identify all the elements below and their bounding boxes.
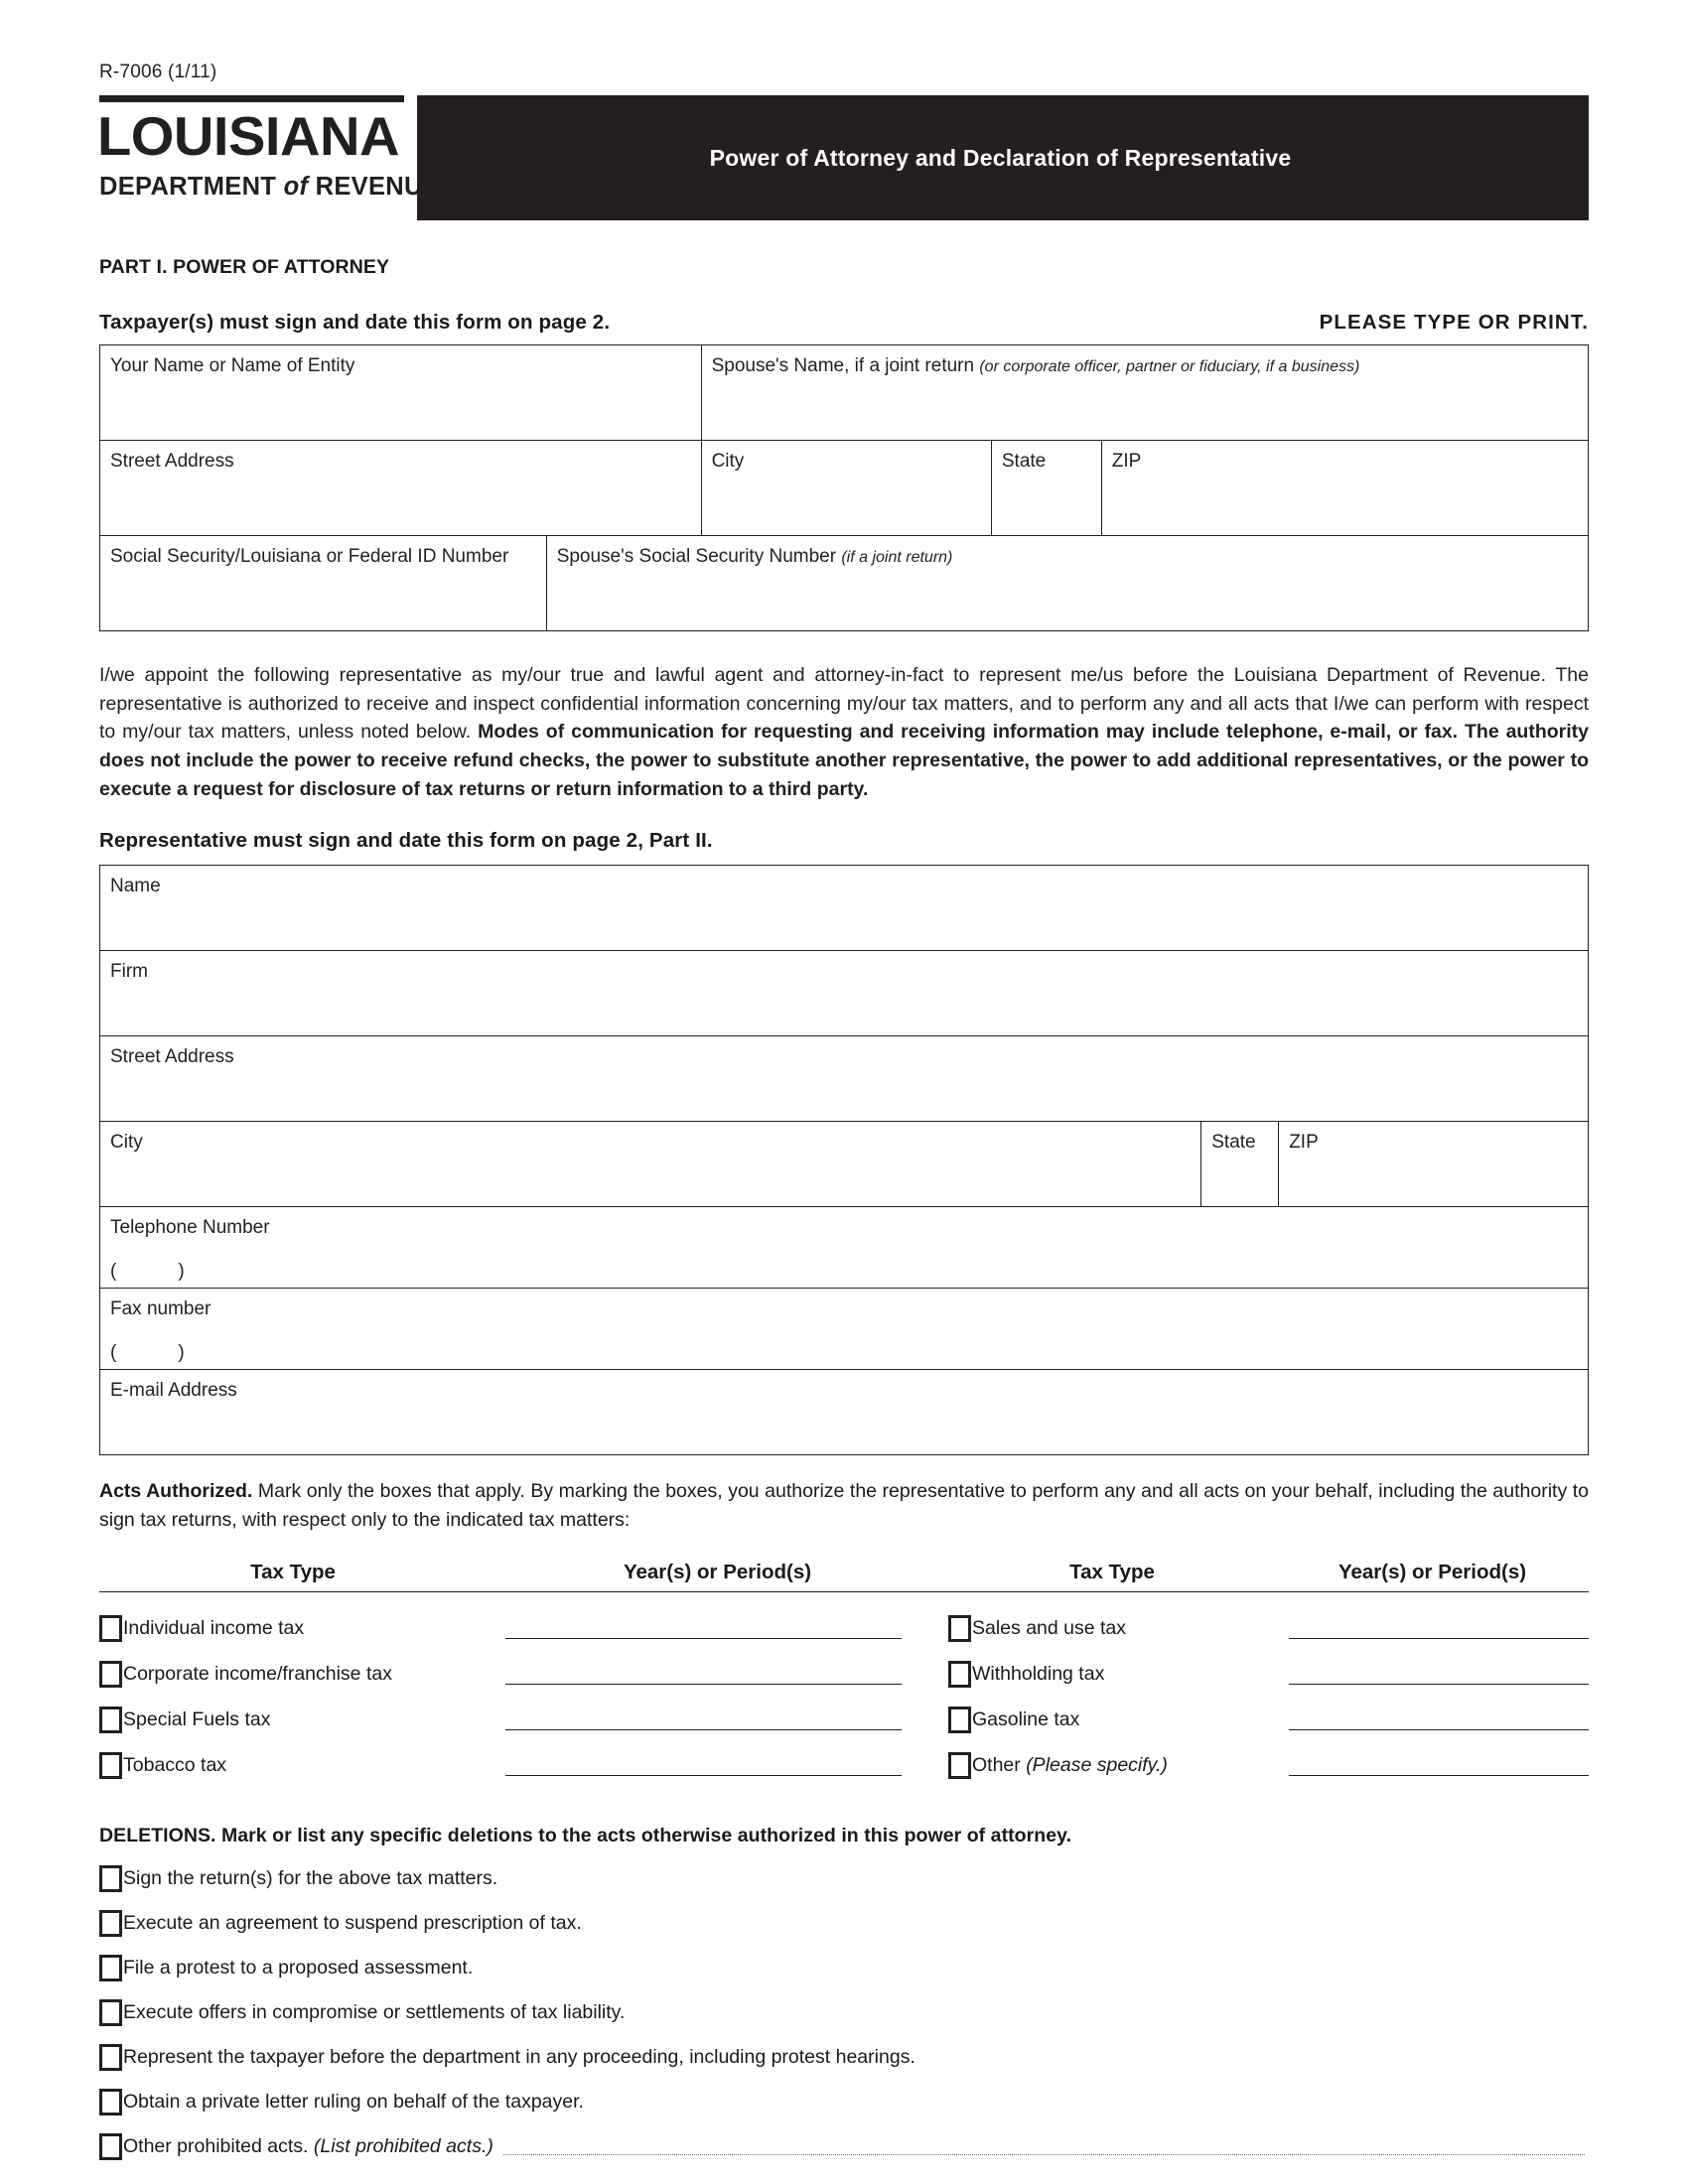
tax-type-row [99, 1606, 1589, 1652]
label-other-prohibited-main: Other prohibited acts. [123, 2134, 314, 2157]
label-rep-city: City [110, 1132, 143, 1154]
label-other-tax-main: Other [972, 1754, 1027, 1777]
tax-header-divider [99, 1591, 1589, 1592]
period-input-line[interactable] [505, 1707, 903, 1730]
period-right-cell [1276, 1753, 1589, 1779]
field-rep-zip[interactable] [1279, 1122, 1589, 1207]
label-offers-in-compromise: Execute offers in compromise or settlements of tax liability. [123, 2000, 626, 2023]
field-rep-email[interactable] [100, 1370, 1589, 1455]
checkbox-sign-returns[interactable] [99, 1865, 122, 1892]
label-rep-telephone: Telephone Number [110, 1217, 270, 1239]
table-row [100, 536, 1589, 631]
label-street-address: Street Address [110, 451, 234, 472]
checkbox-offers-in-compromise[interactable] [99, 1999, 122, 2026]
label-withholding-tax: Withholding tax [972, 1663, 1105, 1686]
acts-authorized-title: Acts Authorized. [99, 1480, 253, 1503]
label-rep-state: State [1211, 1132, 1256, 1154]
period-right-cell [1276, 1662, 1589, 1688]
tax-type-row [99, 1743, 1589, 1789]
tax-type-grid [99, 1561, 1589, 1789]
page-title: Power of Attorney and Declaration of Representative [709, 144, 1292, 171]
logo-dept-post: REVENUE [308, 173, 441, 201]
fax-area-code-parens [110, 1341, 1588, 1365]
field-rep-city[interactable] [100, 1122, 1201, 1207]
table-row [100, 345, 1589, 441]
label-other-prohibited-acts [123, 2135, 493, 2158]
period-input-line[interactable] [1289, 1616, 1589, 1639]
logo-dept-of: of [283, 173, 309, 201]
checkbox-individual-income-tax[interactable] [99, 1615, 122, 1642]
label-rep-street: Street Address [110, 1046, 234, 1068]
logo-rule [99, 95, 404, 102]
header-tax-type-left: Tax Type [250, 1560, 336, 1583]
paren-close-fax: ) [178, 1342, 185, 1364]
table-row [100, 441, 1589, 536]
label-rep-email: E-mail Address [110, 1380, 237, 1402]
field-zip[interactable] [1101, 441, 1588, 536]
deletion-item [99, 1999, 1589, 2026]
period-input-line[interactable] [1289, 1707, 1589, 1730]
part-1-heading: PART I. POWER OF ATTORNEY [99, 256, 390, 278]
period-left-cell [487, 1662, 948, 1688]
table-row [100, 1370, 1589, 1455]
agency-logo [97, 95, 441, 220]
period-left-cell [487, 1707, 948, 1733]
field-rep-firm[interactable] [100, 951, 1589, 1036]
field-spouse-name[interactable] [701, 345, 1588, 441]
period-input-line[interactable] [505, 1753, 903, 1776]
label-your-name: Your Name or Name of Entity [110, 355, 355, 376]
header-period-left: Year(s) or Period(s) [623, 1560, 812, 1583]
label-corporate-income-franchise-tax: Corporate income/franchise tax [123, 1663, 392, 1686]
label-spouse-ssn [557, 546, 953, 567]
checkbox-other-tax[interactable] [948, 1752, 971, 1779]
table-row [100, 951, 1589, 1036]
field-street-address[interactable] [100, 441, 702, 536]
paren-open-fax: ( [110, 1342, 117, 1364]
field-ssn[interactable] [100, 536, 547, 631]
label-rep-zip: ZIP [1289, 1132, 1319, 1154]
representative-info-table [99, 865, 1589, 1455]
label-other-prohibited-note: (List prohibited acts.) [313, 2134, 493, 2157]
label-rep-name: Name [110, 876, 161, 897]
period-input-line[interactable] [1289, 1662, 1589, 1685]
period-left-cell [487, 1753, 948, 1779]
label-sign-returns: Sign the return(s) for the above tax matters. [123, 1866, 498, 1889]
label-state: State [1001, 451, 1047, 472]
sign-instructions-row [99, 311, 1589, 335]
label-spouse-name-note: (or corporate officer, partner or fiduciary, if a business) [979, 358, 1360, 375]
label-spouse-ssn-main: Spouse's Social Security Number [556, 546, 837, 567]
logo-department-of-revenue [99, 173, 440, 202]
label-rep-fax: Fax number [110, 1298, 211, 1320]
label-tobacco-tax: Tobacco tax [123, 1754, 227, 1777]
taxpayer-sign-note: Taxpayer(s) must sign and date this form on page 2. [99, 311, 611, 334]
appointment-paragraph [99, 661, 1589, 803]
field-rep-street[interactable] [100, 1036, 1589, 1122]
deletion-item [99, 2044, 1589, 2071]
deletions-title: DELETIONS. Mark or list any specific deletions to the acts otherwise authorized in this power of attorney. [99, 1824, 1072, 1846]
checkbox-file-protest[interactable] [99, 1955, 122, 1981]
representative-sign-note: Representative must sign and date this form on page 2, Part II. [99, 829, 713, 853]
label-file-protest: File a protest to a proposed assessment. [123, 1956, 474, 1979]
label-individual-income-tax: Individual income tax [123, 1617, 305, 1640]
logo-dept-pre: DEPARTMENT [99, 173, 284, 201]
other-prohibited-acts-input-line[interactable] [503, 2137, 1585, 2155]
appointment-text-regular: I/we appoint the following representative as my/our true and lawful agent and attorney-in-fact to represent me/us before the Louisiana Department of Revenue. The representative is authorized to receive and inspect confidential information concerning my/our tax matters, and to perform any and all acts that I/we can perform with respect to my/our tax matters, unless noted below. [99, 664, 1589, 744]
header-period-right: Year(s) or Period(s) [1337, 1560, 1527, 1583]
tax-left-cell [99, 1661, 487, 1688]
field-city[interactable] [701, 441, 991, 536]
paren-open-telephone: ( [110, 1261, 117, 1283]
field-rep-telephone[interactable] [100, 1207, 1589, 1289]
type-or-print-note: PLEASE TYPE OR PRINT. [1319, 311, 1589, 334]
table-row [100, 1036, 1589, 1122]
checkbox-other-prohibited-acts[interactable] [99, 2133, 122, 2160]
taxpayer-info-table [99, 344, 1589, 631]
deletion-item [99, 1955, 1589, 1981]
table-row [100, 1289, 1589, 1370]
period-input-line[interactable] [505, 1662, 903, 1685]
field-rep-state[interactable] [1201, 1122, 1279, 1207]
label-zip: ZIP [1111, 451, 1142, 472]
checkbox-suspend-prescription[interactable] [99, 1910, 122, 1937]
checkbox-special-fuels-tax[interactable] [99, 1706, 122, 1733]
field-spouse-ssn[interactable] [546, 536, 1588, 631]
period-input-line[interactable] [505, 1616, 903, 1639]
form-number: R-7006 (1/11) [99, 62, 217, 82]
label-private-letter-ruling: Obtain a private letter ruling on behalf of the taxpayer. [123, 2090, 584, 2113]
label-sales-and-use-tax: Sales and use tax [972, 1617, 1127, 1640]
acts-authorized-intro [99, 1477, 1589, 1534]
checkbox-gasoline-tax[interactable] [948, 1706, 971, 1733]
form-header [99, 95, 1589, 220]
tax-right-cell [948, 1752, 1276, 1779]
label-spouse-name [712, 355, 1360, 376]
label-gasoline-tax: Gasoline tax [972, 1708, 1080, 1731]
deletion-item [99, 1910, 1589, 1937]
field-state[interactable] [991, 441, 1101, 536]
tax-left-cell [99, 1752, 487, 1779]
period-left-cell [487, 1616, 948, 1642]
label-represent-taxpayer: Represent the taxpayer before the department in any proceeding, including protest hearings. [123, 2045, 915, 2068]
label-rep-firm: Firm [110, 961, 148, 983]
label-special-fuels-tax: Special Fuels tax [123, 1708, 271, 1731]
deletion-item [99, 1865, 1589, 1892]
logo-louisiana: LOUISIANA [97, 105, 399, 167]
period-input-line[interactable] [1289, 1753, 1589, 1776]
telephone-area-code-parens [110, 1260, 1588, 1284]
checkbox-private-letter-ruling[interactable] [99, 2089, 122, 2116]
paren-close-telephone: ) [178, 1261, 185, 1283]
label-ssn: Social Security/Louisiana or Federal ID Number [110, 546, 509, 567]
tax-type-row [99, 1652, 1589, 1698]
checkbox-sales-and-use-tax[interactable] [948, 1615, 971, 1642]
period-right-cell [1276, 1707, 1589, 1733]
tax-left-cell [99, 1706, 487, 1733]
table-row [100, 1122, 1589, 1207]
table-row [100, 866, 1589, 951]
field-your-name[interactable] [100, 345, 702, 441]
checkbox-tobacco-tax[interactable] [99, 1752, 122, 1779]
acts-authorized-text: Mark only the boxes that apply. By marking the boxes, you authorize the representative to perform any and all acts on your behalf, including the authority to sign tax returns, with respect only to the indicated tax matters: [99, 1480, 1590, 1531]
label-other-tax-note: (Please specify.) [1026, 1754, 1168, 1777]
tax-right-cell [948, 1706, 1276, 1733]
tax-left-cell [99, 1615, 487, 1642]
tax-type-headers [99, 1561, 1589, 1591]
checkbox-corporate-income-franchise-tax[interactable] [99, 1661, 122, 1688]
label-spouse-ssn-note: (if a joint return) [841, 549, 953, 566]
period-right-cell [1276, 1616, 1589, 1642]
field-rep-name[interactable] [100, 866, 1589, 951]
tax-type-row [99, 1698, 1589, 1743]
deletion-item [99, 2133, 1589, 2160]
field-rep-fax[interactable] [100, 1289, 1589, 1370]
checkbox-withholding-tax[interactable] [948, 1661, 971, 1688]
header-tax-type-right: Tax Type [1069, 1560, 1155, 1583]
appointment-text-bold: Modes of communication for requesting and receiving information may include telephone, e-mail, or fax. The authority does not include the power to receive refund checks, the power to substitute another representative, the power to add additional representatives, or the power to execute a request for disclosure of tax returns or return information to a third party. [99, 721, 1589, 800]
label-suspend-prescription: Execute an agreement to suspend prescription of tax. [123, 1911, 582, 1934]
label-other-tax [971, 1754, 1168, 1777]
tax-right-cell [948, 1615, 1276, 1642]
label-city: City [711, 451, 745, 472]
tax-right-cell [948, 1661, 1276, 1688]
table-row [100, 1207, 1589, 1289]
deletion-item [99, 2089, 1589, 2116]
label-spouse-name-main: Spouse's Name, if a joint return [711, 355, 975, 376]
checkbox-represent-taxpayer[interactable] [99, 2044, 122, 2071]
